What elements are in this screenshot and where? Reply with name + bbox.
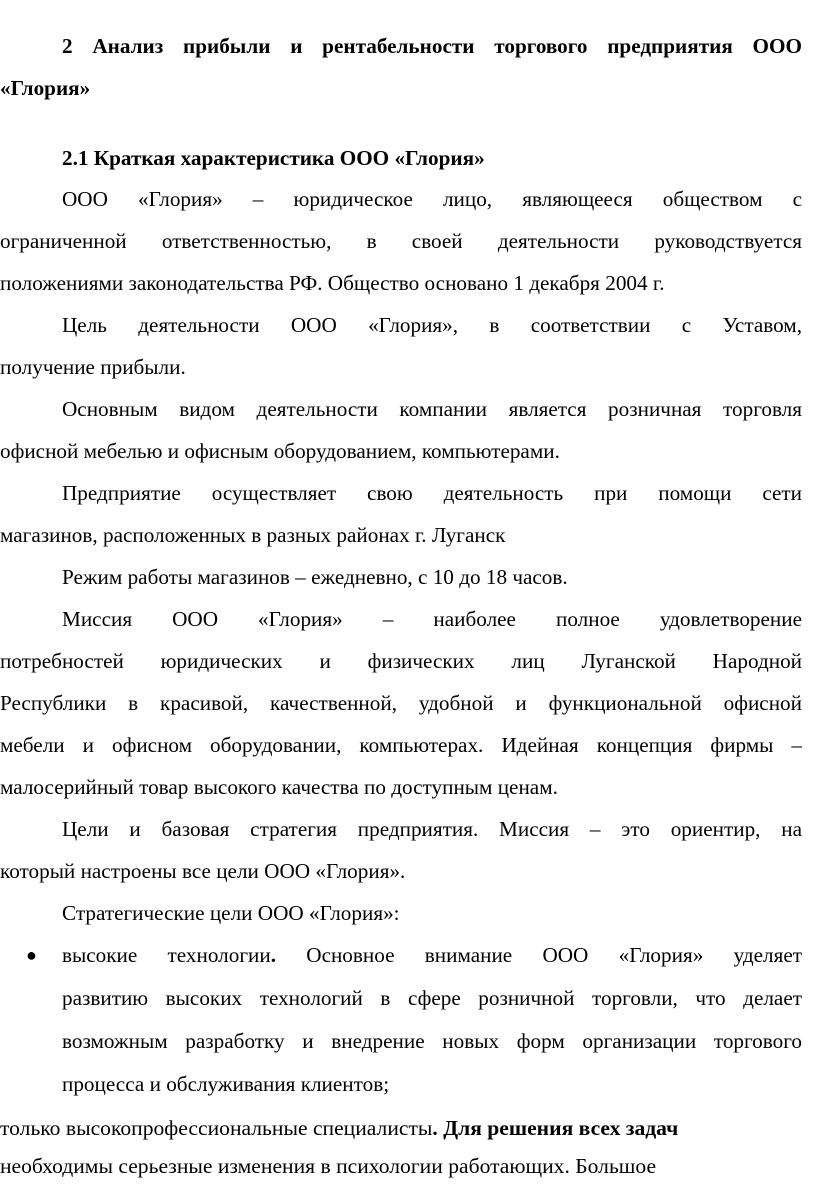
section-heading-line-2: «Глория» <box>0 76 91 100</box>
bullet-lead-punct: . <box>270 943 276 967</box>
bullet-marker: ● <box>26 945 37 965</box>
bullet-lead: высокие технологии <box>62 943 271 967</box>
paragraph-5-line-1: Режим работы магазинов – ежедневно, с 10 до 18 часов. <box>62 565 568 589</box>
paragraph-6-line-3: Республики в красивой, качественной, удобной и функциональной офисной <box>0 691 802 715</box>
paragraph-7-line-2: который настроены все цели ООО «Глория». <box>0 859 406 883</box>
paragraph-4-line-2: магазинов, расположенных в разных районах г. Луганск <box>0 523 506 547</box>
tail-line-2: необходимы серьезные изменения в психологии работающих. Большое <box>0 1154 657 1178</box>
bullet-line-2: развитию высоких технологий в сфере розничной торговли, что делает <box>62 986 802 1010</box>
paragraph-6-line-4: мебели и офисном оборудовании, компьютерах. Идейная концепция фирмы – <box>0 733 802 757</box>
paragraph-6-line-5: малосерийный товар высокого качества по доступным ценам. <box>0 775 558 799</box>
paragraph-1-line-2: ограниченной ответственностью, в своей деятельности руководствуется <box>0 229 802 253</box>
bullet-line-1 <box>62 940 802 970</box>
bullet-line-1-rest: Основное внимание ООО «Глория» уделяет <box>306 943 802 967</box>
subsection-heading: 2.1 Краткая характеристика ООО «Глория» <box>62 146 485 170</box>
bullet-line-3: возможным разработку и внедрение новых форм организации торгового <box>62 1029 802 1053</box>
paragraph-1-line-1: ООО «Глория» – юридическое лицо, являющееся обществом с <box>62 187 802 211</box>
paragraph-3-line-2: офисной мебелью и офисным оборудованием, компьютерами. <box>0 439 560 463</box>
paragraph-2-line-1: Цель деятельности ООО «Глория», в соответствии с Уставом, <box>62 313 802 337</box>
paragraph-1-line-3: положениями законодательства РФ. Общество основано 1 декабря 2004 г. <box>0 271 665 295</box>
section-heading-line-1: 2 Анализ прибыли и рентабельности торгового предприятия ООО <box>62 34 802 58</box>
tail-line-1-punct: . Для решения всех задач <box>432 1116 679 1140</box>
paragraph-6-line-2: потребностей юридических и физических лиц Луганской Народной <box>0 649 802 673</box>
paragraph-4-line-1: Предприятие осуществляет свою деятельность при помощи сети <box>62 481 802 505</box>
tail-line-1 <box>0 1113 756 1143</box>
paragraph-7-line-1: Цели и базовая стратегия предприятия. Миссия – это ориентир, на <box>62 817 802 841</box>
bullet-line-4: процесса и обслуживания клиентов; <box>62 1072 390 1096</box>
paragraph-2-line-2: получение прибыли. <box>0 355 186 379</box>
paragraph-6-line-1: Миссия ООО «Глория» – наиболее полное удовлетворение <box>62 607 802 631</box>
paragraph-8-line-1: Стратегические цели ООО «Глория»: <box>62 901 400 925</box>
paragraph-3-line-1: Основным видом деятельности компании является розничная торговля <box>62 397 802 421</box>
tail-line-1-a: только высокопрофессиональные специалисты <box>0 1116 433 1140</box>
